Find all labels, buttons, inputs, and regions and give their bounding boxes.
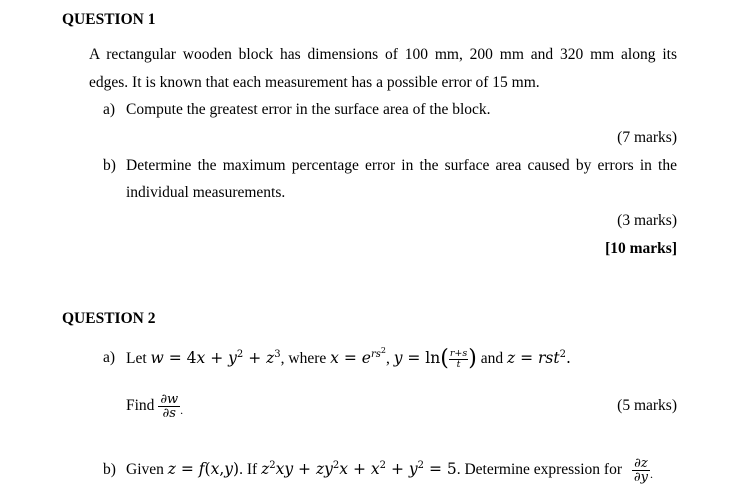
where-word: , where: [280, 350, 327, 367]
question-2-heading: QUESTION 2: [62, 310, 156, 327]
determine-text: . Determine expression for: [456, 461, 622, 478]
question-1-intro-line-2: edges. It is known that each measurement has a possible error of 15 mm.: [89, 74, 540, 91]
x-equation: $x = e^{rs^2}$: [330, 346, 386, 367]
y-equation: y = ln( $\frac{r+s}{t}$ ): [393, 346, 477, 371]
question-1-heading: QUESTION 1: [62, 11, 156, 28]
question-1-part-b-text-line-2: individual measurements.: [126, 184, 286, 201]
if-word: . If: [239, 461, 258, 478]
z-equation: z = rst$^2$.: [506, 349, 571, 367]
question-2-part-a-statement: Let $w = 4x + y^2 + z^3$, where $x = e^{rs^2}$, y = ln( $\frac{r+s}{t}$ ) and z = rst$^2$.: [126, 346, 571, 371]
dz-dy-fraction: $\frac{\partial z}{\partial y}$: [633, 455, 648, 485]
dw-ds-fraction: $\frac{\partial w}{\partial s}$: [160, 391, 179, 421]
w-equation: $w = 4x + y^2 + z^3$: [150, 349, 281, 367]
question-1-part-a-label: a): [103, 101, 116, 118]
question-2-part-a-marks: (5 marks): [617, 397, 677, 414]
and-word: and: [480, 350, 504, 367]
question-1-intro-line-1: A rectangular wooden block has dimensions of 100 mm, 200 mm and 320 mm along its: [89, 46, 677, 63]
find-word: Find: [126, 397, 155, 414]
implicit-equation: $z^2xy + zy^2x + x^2 + y^2 = 5$: [261, 460, 457, 478]
z-function: z = f(x,y): [167, 460, 240, 478]
given-word: Given: [126, 461, 164, 478]
question-1-part-a-marks: (7 marks): [617, 129, 677, 146]
question-1-part-b-marks: (3 marks): [617, 212, 677, 229]
let-word: Let: [126, 350, 147, 367]
question-1-part-b-text-line-1: Determine the maximum percentage error in the surface area caused by errors in the: [126, 157, 677, 174]
question-2-part-a-label: a): [103, 349, 116, 366]
question-2-part-a-find: Find $\frac{\partial w}{\partial s}$ $_.$: [126, 391, 184, 421]
question-2-part-b-statement: Given z = f(x,y). If $z^2xy + zy^2x + x^2 + y^2 = 5$. Determine expression for $\frac{\partial z}{\partial y}$ $_.$: [126, 455, 653, 485]
question-1-part-a-text: Compute the greatest error in the surface area of the block.: [126, 101, 491, 118]
question-1-part-b-label: b): [103, 157, 116, 174]
question-1-total-marks: [10 marks]: [605, 240, 677, 257]
question-2-part-b-label: b): [103, 461, 116, 478]
